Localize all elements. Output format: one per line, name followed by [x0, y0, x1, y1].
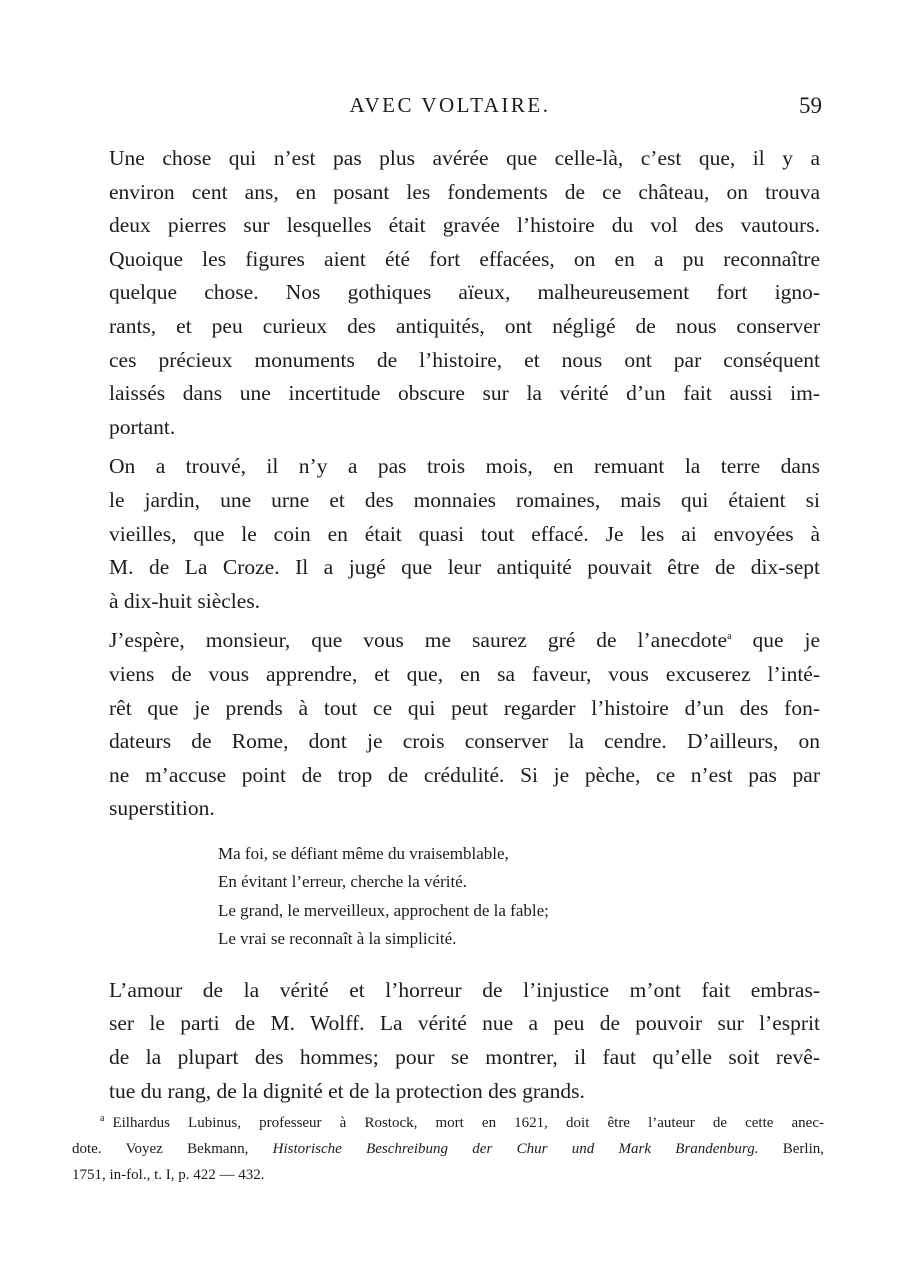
text-line: vieilles, que le coin en était quasi tout effacé. Je les ai envoyées à: [109, 521, 820, 546]
text-line: à dix-huit siècles.: [109, 588, 261, 613]
paragraph-3: [72, 624, 820, 826]
footnote-line: [72, 1136, 824, 1162]
text-line: quelque chose. Nos gothiques aïeux, malheureusement fort igno-: [109, 280, 820, 305]
verse-line: Ma foi, se défiant même du vraisemblable,: [218, 843, 509, 863]
verse-line: Le vrai se reconnaît à la simplicité.: [218, 929, 457, 949]
footnote-line: [72, 1106, 824, 1136]
footnote: [72, 1106, 824, 1188]
text-line-start: J’espère, monsieur, que vous me saurez gré de l’anecdote: [109, 628, 728, 653]
footnote-text: dote. Voyez Bekmann,: [72, 1141, 249, 1157]
text-line: deux pierres sur lesquelles était gravée l’histoire du vol des vautours.: [109, 213, 820, 238]
text-line: [72, 624, 820, 658]
paragraph-2: [72, 450, 820, 618]
paragraph-1: [72, 142, 820, 444]
footnote-marker: a: [100, 1113, 105, 1124]
footnote-marker: a: [727, 631, 732, 643]
verse-line: Le grand, le merveilleux, approchent de la fable;: [218, 900, 549, 920]
text-line: M. de La Croze. Il a jugé que leur antiquité pouvait être de dix-sept: [109, 555, 820, 580]
text-line: superstition.: [109, 796, 215, 821]
running-title: AVEC VOLTAIRE.: [349, 93, 551, 117]
text-line: dateurs de Rome, dont je crois conserver la cendre. D’ailleurs, on: [109, 729, 820, 754]
text-line: rants, et peu curieux des antiquités, ont négligé de nous conserver: [109, 313, 820, 338]
text-line: Quoique les figures aient été fort effacées, on en a pu reconnaître: [109, 246, 820, 271]
text-line: ne m’accuse point de trop de crédulité. Si je pèche, ce n’est pas par: [109, 762, 820, 787]
text-line: portant.: [109, 414, 176, 439]
text-line: Une chose qui n’est pas plus avérée que celle-là, c’est que, il y a: [109, 146, 820, 170]
page-number: 59: [799, 93, 822, 118]
text-line: rêt que je prends à tout ce qui peut regarder l’histoire d’un des fon-: [109, 695, 820, 720]
verse-quote: [218, 840, 820, 954]
footnote-text: Berlin,: [782, 1141, 825, 1157]
running-head: [0, 93, 900, 123]
text-line: ser le parti de M. Wolff. La vérité nue a peu de pouvoir sur l’esprit: [109, 1011, 820, 1036]
paragraph-4: [72, 974, 820, 1108]
text-line: ces précieux monuments de l’histoire, et nous ont par conséquent: [109, 347, 820, 372]
text-line: tue du rang, de la dignité et de la protection des grands.: [109, 1078, 585, 1103]
cited-work-title: Historische Beschreibung der Chur und Mark Brandenburg.: [272, 1141, 759, 1157]
text-line: de la plupart des hommes; pour se montrer, il faut qu’elle soit revê-: [109, 1045, 820, 1070]
verse-line: En évitant l’erreur, cherche la vérité.: [218, 872, 467, 892]
text-line: environ cent ans, en posant les fondements de ce château, on trouva: [109, 179, 820, 204]
text-line-tail: que je: [752, 628, 820, 653]
text-line: viens de vous apprendre, et que, en sa faveur, vous excuserez l’inté-: [109, 661, 820, 686]
text-line: laissés dans une incertitude obscure sur la vérité d’un fait aussi im-: [109, 381, 820, 406]
text-line: le jardin, une urne et des monnaies romaines, mais qui étaient si: [109, 487, 820, 512]
footnote-text: Eilhardus Lubinus, professeur à Rostock, mort en 1621, doit être l’auteur de cette anec-: [112, 1115, 824, 1131]
text-line: L’amour de la vérité et l’horreur de l’injustice m’ont fait embras-: [109, 977, 820, 1002]
body-text: [72, 142, 820, 1114]
text-line: On a trouvé, il n’y a pas trois mois, en remuant la terre dans: [109, 454, 820, 479]
footnote-line: 1751, in-fol., t. I, p. 422 — 432.: [72, 1167, 265, 1183]
